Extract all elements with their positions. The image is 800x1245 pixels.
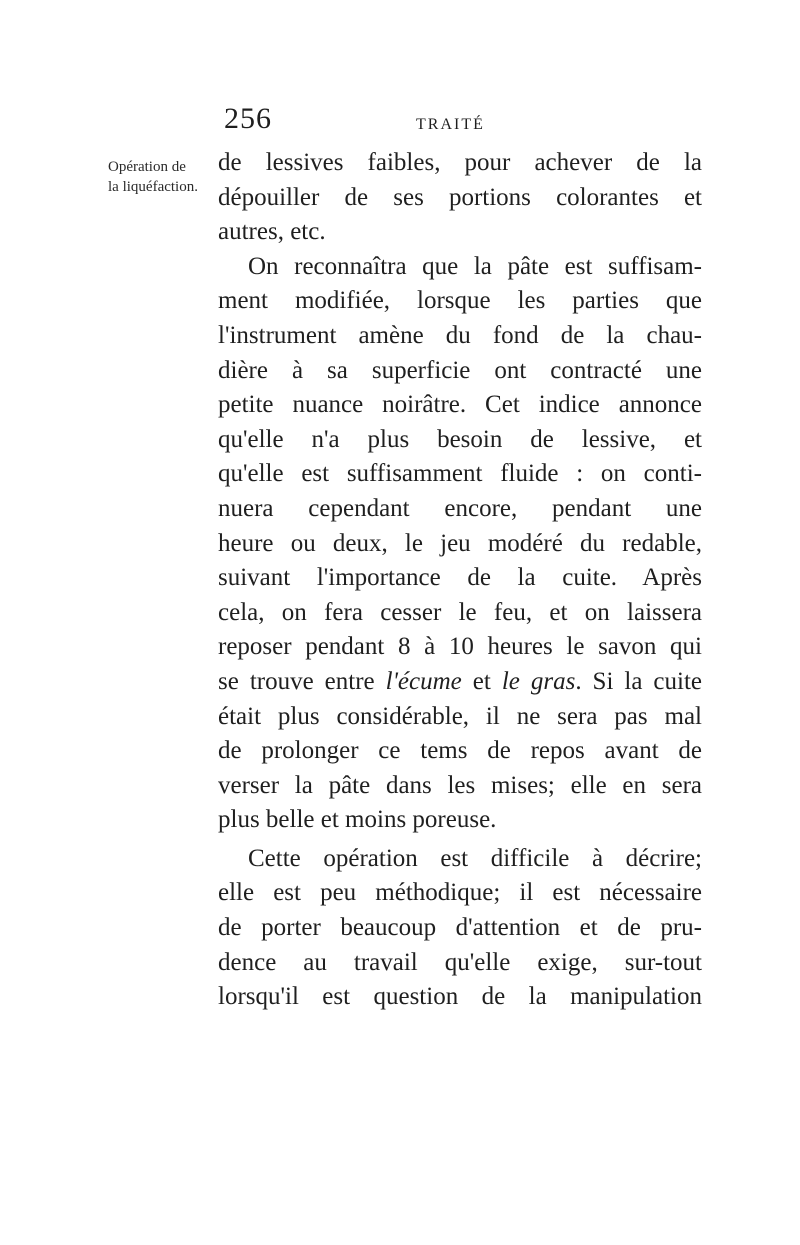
margin-note-line: Opération de	[108, 159, 186, 175]
margin-note-line: la liquéfaction.	[108, 179, 198, 195]
text-line: verser la pâte dans les mises; elle en sera	[218, 771, 702, 799]
page-header	[0, 102, 800, 142]
text-line: lorsqu'il est question de la manipulation	[218, 983, 702, 1011]
text-fragment: se trouve entre	[218, 667, 386, 695]
text-line: Cette opération est difficile à décrire;	[248, 844, 702, 872]
text-fragment: et	[461, 667, 502, 695]
text-line: autres, etc.	[218, 218, 326, 246]
text-line	[218, 665, 702, 700]
running-head: TRAITÉ	[416, 116, 485, 133]
text-line: dière à sa superficie ont contracté une	[218, 356, 702, 384]
text-line: On reconnaîtra que la pâte est suffisam-	[248, 252, 702, 280]
paragraph-2	[218, 250, 702, 838]
text-line: ment modifiée, lorsque les parties que	[218, 287, 702, 315]
paragraph-3	[218, 842, 702, 1015]
text-line: l'instrument amène du fond de la chau-	[218, 321, 702, 349]
text-line: plus belle et moins poreuse.	[218, 806, 497, 834]
text-line: de lessives faibles, pour achever de la	[218, 149, 702, 176]
text-line: dence au travail qu'elle exige, sur-tout	[218, 948, 702, 976]
text-line: cela, on fera cesser le feu, et on laissera	[218, 598, 702, 626]
text-line: elle est peu méthodique; il est nécessaire	[218, 879, 702, 907]
page-number: 256	[224, 102, 272, 135]
text-line: qu'elle est suffisamment fluide : on conti-	[218, 460, 702, 488]
text-line: suivant l'importance de la cuite. Après	[218, 564, 702, 592]
text-line: nuera cependant encore, pendant une	[218, 494, 702, 522]
body-text	[218, 146, 702, 1015]
text-line: reposer pendant 8 à 10 heures le savon qui	[218, 633, 702, 661]
paragraph-1	[218, 146, 702, 250]
text-line: était plus considérable, il ne sera pas mal	[218, 702, 702, 730]
text-line: de porter beaucoup d'attention et de pru-	[218, 914, 702, 942]
italic-term: l'écume	[385, 667, 462, 695]
text-line: petite nuance noirâtre. Cet indice annonce	[218, 391, 702, 419]
margin-note	[108, 157, 218, 197]
text-line: qu'elle n'a plus besoin de lessive, et	[218, 425, 702, 453]
text-fragment: . Si la cuite	[575, 667, 702, 695]
text-line: heure ou deux, le jeu modéré du redable,	[218, 529, 702, 557]
italic-term: le gras	[501, 667, 576, 695]
text-line: de prolonger ce tems de repos avant de	[218, 737, 702, 765]
text-line: dépouiller de ses portions colorantes et	[218, 183, 702, 211]
